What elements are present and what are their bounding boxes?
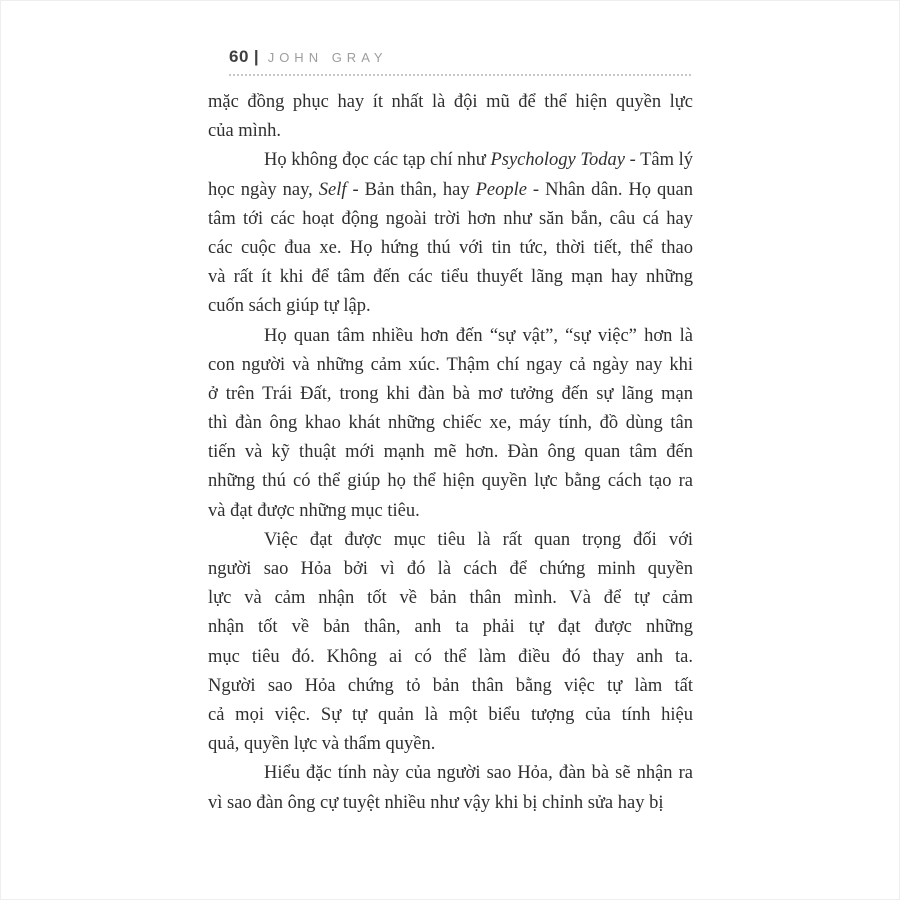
text-segment: - Bản thân, hay: [346, 179, 476, 200]
text-line: [208, 322, 693, 351]
text-line: [208, 730, 693, 759]
page-header: [229, 46, 693, 68]
text-segment: - Tâm lý: [624, 150, 694, 171]
text-line: [208, 526, 693, 555]
text-line: [208, 759, 693, 788]
text-line: [208, 146, 693, 175]
text-segment: cả mọi việc. Sự tự quản là một biểu tượng của tính hiệu: [208, 704, 693, 725]
text-segment: những thú có thể giúp họ thể hiện quyền lực bằng cách tạo ra: [208, 471, 693, 492]
text-line: [208, 467, 693, 496]
text-segment: và rất ít khi để tâm đến các tiểu thuyết lãng mạn hay những: [208, 267, 693, 288]
text-segment: thì đàn ông khao khát những chiếc xe, máy tính, đồ dùng tân: [208, 413, 693, 434]
text-segment: và đạt được những mục tiêu.: [208, 500, 420, 521]
text-line: [208, 409, 693, 438]
paragraph: [208, 526, 693, 760]
text-segment: tiến và kỹ thuật mới mạnh mẽ hơn. Đàn ông quan tâm đến: [208, 442, 693, 463]
page-body: [208, 88, 693, 818]
text-line: [208, 176, 693, 205]
text-segment: các cuộc đua xe. Họ hứng thú với tin tức, thời tiết, thể thao: [208, 237, 693, 258]
text-segment: của mình.: [208, 121, 281, 142]
text-segment: người sao Hỏa bởi vì đó là cách để chứng minh quyền: [208, 559, 693, 579]
text-line: [208, 351, 693, 380]
text-segment: con người và những cảm xúc. Thậm chí ngay cả ngày nay khi: [208, 354, 693, 375]
text-segment: vì sao đàn ông cự tuyệt nhiều như vậy khi bị chỉnh sửa hay bị: [208, 792, 664, 813]
page-number: 60: [229, 47, 249, 66]
paragraph: [208, 759, 693, 817]
text-segment: - Nhân dân. Họ quan: [526, 179, 694, 200]
text-segment: Người sao Hỏa chứng tỏ bản thân bằng việc tự làm tất: [208, 675, 693, 696]
text-line: [208, 380, 693, 409]
text-segment: Việc đạt được mục tiêu là rất quan trọng đối với: [264, 529, 693, 550]
text-segment: nhận tốt về bản thân, anh ta phải tự đạt được những: [208, 617, 693, 638]
text-line: [208, 643, 693, 672]
text-line: [208, 789, 693, 818]
text-segment: Họ quan tâm nhiều hơn đến “sự vật”, “sự việc” hơn là: [264, 325, 693, 346]
text-segment: mục tiêu đó. Không ai có thể làm điều đó thay anh ta.: [208, 646, 693, 667]
text-line: [208, 555, 693, 584]
running-head-author: JOHN GRAY: [267, 49, 388, 65]
text-line: [208, 263, 693, 292]
text-segment: ở trên Trái Đất, trong khi đàn bà mơ tưởng đến sự lãng mạn: [208, 383, 693, 404]
text-line: [208, 672, 693, 701]
paragraph: [208, 146, 693, 321]
paragraph: [208, 322, 693, 526]
text-line: [208, 117, 693, 146]
dotted-divider: [229, 74, 691, 76]
running-head-row: [229, 46, 693, 68]
text-line: [208, 88, 693, 117]
text-segment: mặc đồng phục hay ít nhất là đội mũ để thể hiện quyền lực: [208, 92, 693, 112]
text-segment: học ngày nay,: [208, 179, 319, 200]
text-line: [208, 292, 693, 321]
text-segment: tâm tới các hoạt động ngoài trời hơn như săn bắn, câu cá hay: [208, 208, 693, 229]
text-segment: Hiểu đặc tính này của người sao Hỏa, đàn bà sẽ nhận ra: [264, 763, 693, 784]
text-line: [208, 234, 693, 263]
text-line: [208, 613, 693, 642]
text-line: [208, 438, 693, 467]
text-segment: cuốn sách giúp tự lập.: [208, 296, 371, 317]
text-line: [208, 701, 693, 730]
paragraph: [208, 88, 693, 146]
text-line: [208, 497, 693, 526]
text-segment: Họ không đọc các tạp chí như: [264, 150, 491, 171]
text-line: [208, 584, 693, 613]
header-separator: |: [253, 47, 259, 66]
text-line: [208, 205, 693, 234]
text-segment: lực và cảm nhận tốt về bản thân mình. Và để tự cảm: [208, 588, 693, 609]
italic-text-segment: People: [475, 179, 527, 200]
italic-text-segment: Self: [318, 179, 347, 200]
text-segment: quả, quyền lực và thẩm quyền.: [208, 734, 436, 755]
italic-text-segment: Psychology Today: [490, 150, 625, 171]
